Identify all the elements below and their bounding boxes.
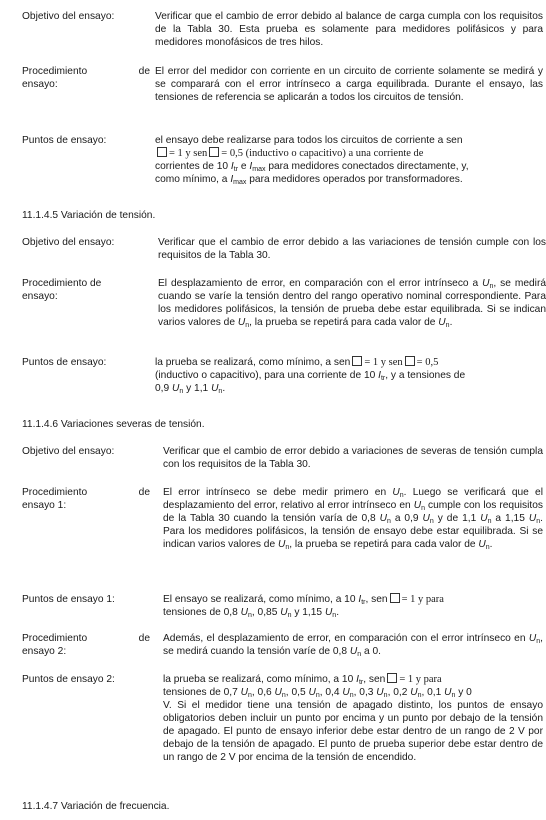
phi-symbol-box [405, 356, 415, 366]
s3-heading: 11.1.4.6 Variaciones severas de tensión. [22, 419, 205, 430]
phi-symbol-box [387, 673, 397, 683]
s1-procedure-label: Procedimiento de ensayo: [22, 66, 150, 90]
s1-objective-text: Verificar que el cambio de error debido al balance de carga cumpla con los requisitos de la Tabla 30. Esta prueba es solamente para medidores polifásicos y para medidores monofásicos de tres hilos. [155, 11, 543, 48]
s3-points1-label: Puntos de ensayo 1: [22, 594, 115, 605]
s3-objective-label: Objetivo del ensayo: [22, 446, 115, 457]
phi-symbol-box [352, 356, 362, 366]
s2-points-text: la prueba se realizará, como mínimo, a sen = 1 y sen = 0,5 (inductivo o capacitivo), para una corriente de 10 $I_{tr}$, y a tensiones de 0,9 $U_n$ y 1,1 $U_n$. [155, 357, 466, 395]
s1-objective-label: Objetivo del ensayo: [22, 11, 115, 22]
s3-procedure2-label: Procedimiento de ensayo 2: [22, 633, 150, 657]
s2-procedure-label: Procedimiento de ensayo: [22, 278, 102, 302]
s3-procedure1-text: El error intrínseco se debe medir primero en $U_n$. Luego se verificará que el desplazamiento del error, relativo al error intrínseco en $U_n$ cumple con los requisitos de la Tabla 30 cuando la tensión varía de 0,8 $U_n$ a 0,9 $U_n$ y de 1,1 $U_n$ a 1,15 $U_n$. Para los medidores polifásicos, la tensión de ensayo debe estar equilibrada. Si se indican varios valores de $U_n$, la prueba se repetirá para cada valor de $U_n$. [163, 487, 543, 551]
phi-symbol-box [390, 593, 400, 603]
s1-procedure-text: El error del medidor con corriente en un circuito de corriente solamente se medirá y se comparará con el error intrínseco a carga equilibrada. Durante el ensayo, las tensiones de referencia se aplicarán a todos los circuitos de tensión. [155, 66, 543, 103]
s2-heading: 11.1.4.5 Variación de tensión. [22, 210, 156, 221]
s3-objective-text: Verificar que el cambio de error debido a variaciones de severas de tensión cumpla con los requisitos de la Tabla 30. [163, 446, 543, 470]
phi-symbol-box [209, 147, 219, 157]
s3-points2-label: Puntos de ensayo 2: [22, 674, 115, 685]
s2-points-label: Puntos de ensayo: [22, 357, 107, 368]
s3-points2-text: la prueba se realizará, como mínimo, a 10 $I_{tr}$, sen = 1 y para tensiones de 0,7 $U_n$, 0,6 $U_n$, 0,5 $U_n$, 0,4 $U_n$, 0,3 $U_n$, 0,2 $U_n$, 0,1 $U_n$ y 0 V. Si el medidor tiene una tensión de apagado distinto, los puntos de ensayo obligatorios deben incluir un punto por encima y un punto por debajo de la tensión de apagado. El punto de ensayo inferior debe estar dentro de un rango de 2 V por debajo de la tensión de apagado. El punto de prueba superior debe estar dentro de un rango de 2 V por encima de la tensión de encendido. [163, 674, 543, 763]
s2-procedure-text: El desplazamiento de error, en comparación con el error intrínseco a $U_n$, se medirá cuando se varíe la tensión dentro del rango operativo nominal correspondiente. Para los medidores polifásicos, la tensión de prueba debe estar equilibrada. Si se indican varios valores de $U_n$, la prueba se repetirá para cada valor de $U_n$. [158, 278, 546, 329]
s2-objective-label: Objetivo del ensayo: [22, 237, 115, 248]
s3-points1-text: El ensayo se realizará, como mínimo, a 10 $I_{tr}$, sen = 1 y para tensiones de 0,8 $U_n$, 0,85 $U_n$ y 1,15 $U_n$. [163, 594, 444, 619]
s2-objective-text: Verificar que el cambio de error debido a las variaciones de tensión cumple con los requisitos de la Tabla 30. [158, 237, 546, 261]
s4-heading: 11.1.4.7 Variación de frecuencia. [22, 801, 170, 812]
s3-procedure1-label: Procedimiento de ensayo 1: [22, 487, 150, 511]
phi-symbol-box [157, 147, 167, 157]
s3-procedure2-text: Además, el desplazamiento de error, en comparación con el error intrínseco en $U_n$, se medirá cuando la tensión varíe de 0,8 $U_n$ a 0. [163, 633, 543, 658]
s1-points-text: el ensayo debe realizarse para todos los circuitos de corriente a sen = 1 y sen = 0,5 (inductivo o capacitivo) a una corriente de corrientes de 10 $I_{tr}$ e $I_{max}$ para medidores conectados directamente, y, como mínimo, a $I_{max}$ para medidores operados por transformadores. [155, 135, 469, 186]
s1-points-label: Puntos de ensayo: [22, 135, 107, 146]
